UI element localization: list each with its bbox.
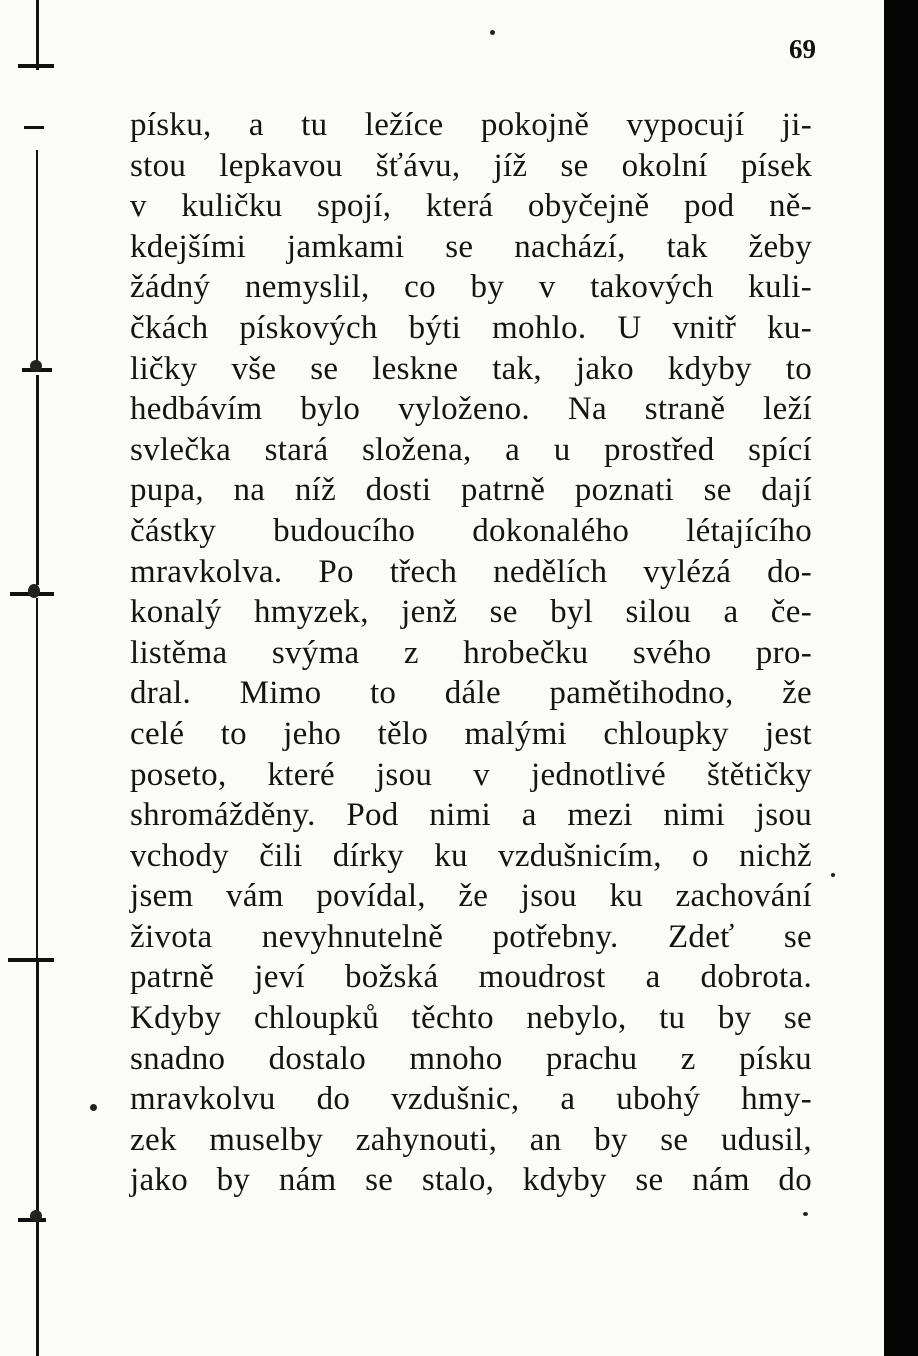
margin-dot: [803, 1212, 808, 1216]
text-line: svlečka stará složena, a u prostřed spící: [130, 431, 812, 468]
margin-dot: [90, 1104, 97, 1111]
text-line: v kuličku spojí, která obyčejně pod ně-: [130, 188, 812, 225]
text-line: jsem vám povídal, že jsou ku zachování: [130, 878, 812, 915]
margin-dot: [30, 1210, 42, 1222]
page-number: 69: [789, 34, 816, 64]
margin-rule: [36, 375, 39, 585]
margin-tick: [8, 958, 54, 962]
text-line: shromážděny. Pod nimi a mezi nimi jsou: [130, 797, 812, 834]
text-line: hedbávím bylo vyloženo. Na straně leží: [130, 391, 812, 428]
text-line: poseto, které jsou v jednotlivé štětičky: [130, 756, 812, 793]
text-line: částky budoucího dokonalého létajícího: [130, 512, 812, 549]
margin-dot: [30, 360, 42, 372]
text-line: kdejšími jamkami se nachází, tak žeby: [130, 228, 812, 265]
margin-dot: [28, 584, 40, 598]
margin-dot: [831, 873, 835, 877]
text-line: písku, a tu ležíce pokojně vypocují ji-: [130, 107, 812, 143]
margin-rule: [36, 150, 38, 370]
margin-tick: [24, 126, 44, 129]
margin-dot: [490, 30, 495, 35]
scan-border: [884, 0, 918, 1356]
margin-rule: [36, 962, 39, 1356]
text-line: patrně jeví božská moudrost a dobrota.: [130, 959, 812, 996]
text-line: ličky vše se leskne tak, jako kdyby to: [130, 350, 812, 387]
text-line: Kdyby chloupků těchto nebylo, tu by se: [130, 1000, 812, 1037]
text-line: vchody čili dírky ku vzdušnicím, o nichž: [130, 837, 812, 874]
text-line: mravkolva. Po třech nedělích vylézá do-: [130, 553, 812, 590]
text-line: snadno dostalo mnoho prachu z písku: [130, 1040, 812, 1077]
text-line: pupa, na níž dosti patrně poznati se dají: [130, 472, 812, 509]
text-line: stou lepkavou šťávu, jíž se okolní písek: [130, 147, 812, 184]
text-line: celé to jeho tělo malými chloupky jest: [130, 715, 812, 752]
text-line: dral. Mimo to dále pamětihodno, že: [130, 675, 812, 712]
text-line: listěma svýma z hrobečku svého pro-: [130, 634, 812, 671]
margin-rule: [36, 0, 39, 70]
text-line: jako by nám se stalo, kdyby se nám do: [130, 1162, 812, 1199]
margin-tick: [18, 64, 54, 68]
text-line: zek muselby zahynouti, an by se udusil,: [130, 1121, 812, 1158]
body-text: [130, 105, 812, 1201]
text-line: žádný nemyslil, co by v takových kuli-: [130, 269, 812, 306]
text-line: mravkolvu do vzdušnic, a ubohý hmy-: [130, 1081, 812, 1118]
margin-rule: [36, 598, 38, 958]
text-line: života nevyhnutelně potřebny. Zdeť se: [130, 918, 812, 955]
text-line: konalý hmyzek, jenž se byl silou a če-: [130, 594, 812, 631]
text-line: čkách pískových býti mohlo. U vnitř ku-: [130, 309, 812, 346]
